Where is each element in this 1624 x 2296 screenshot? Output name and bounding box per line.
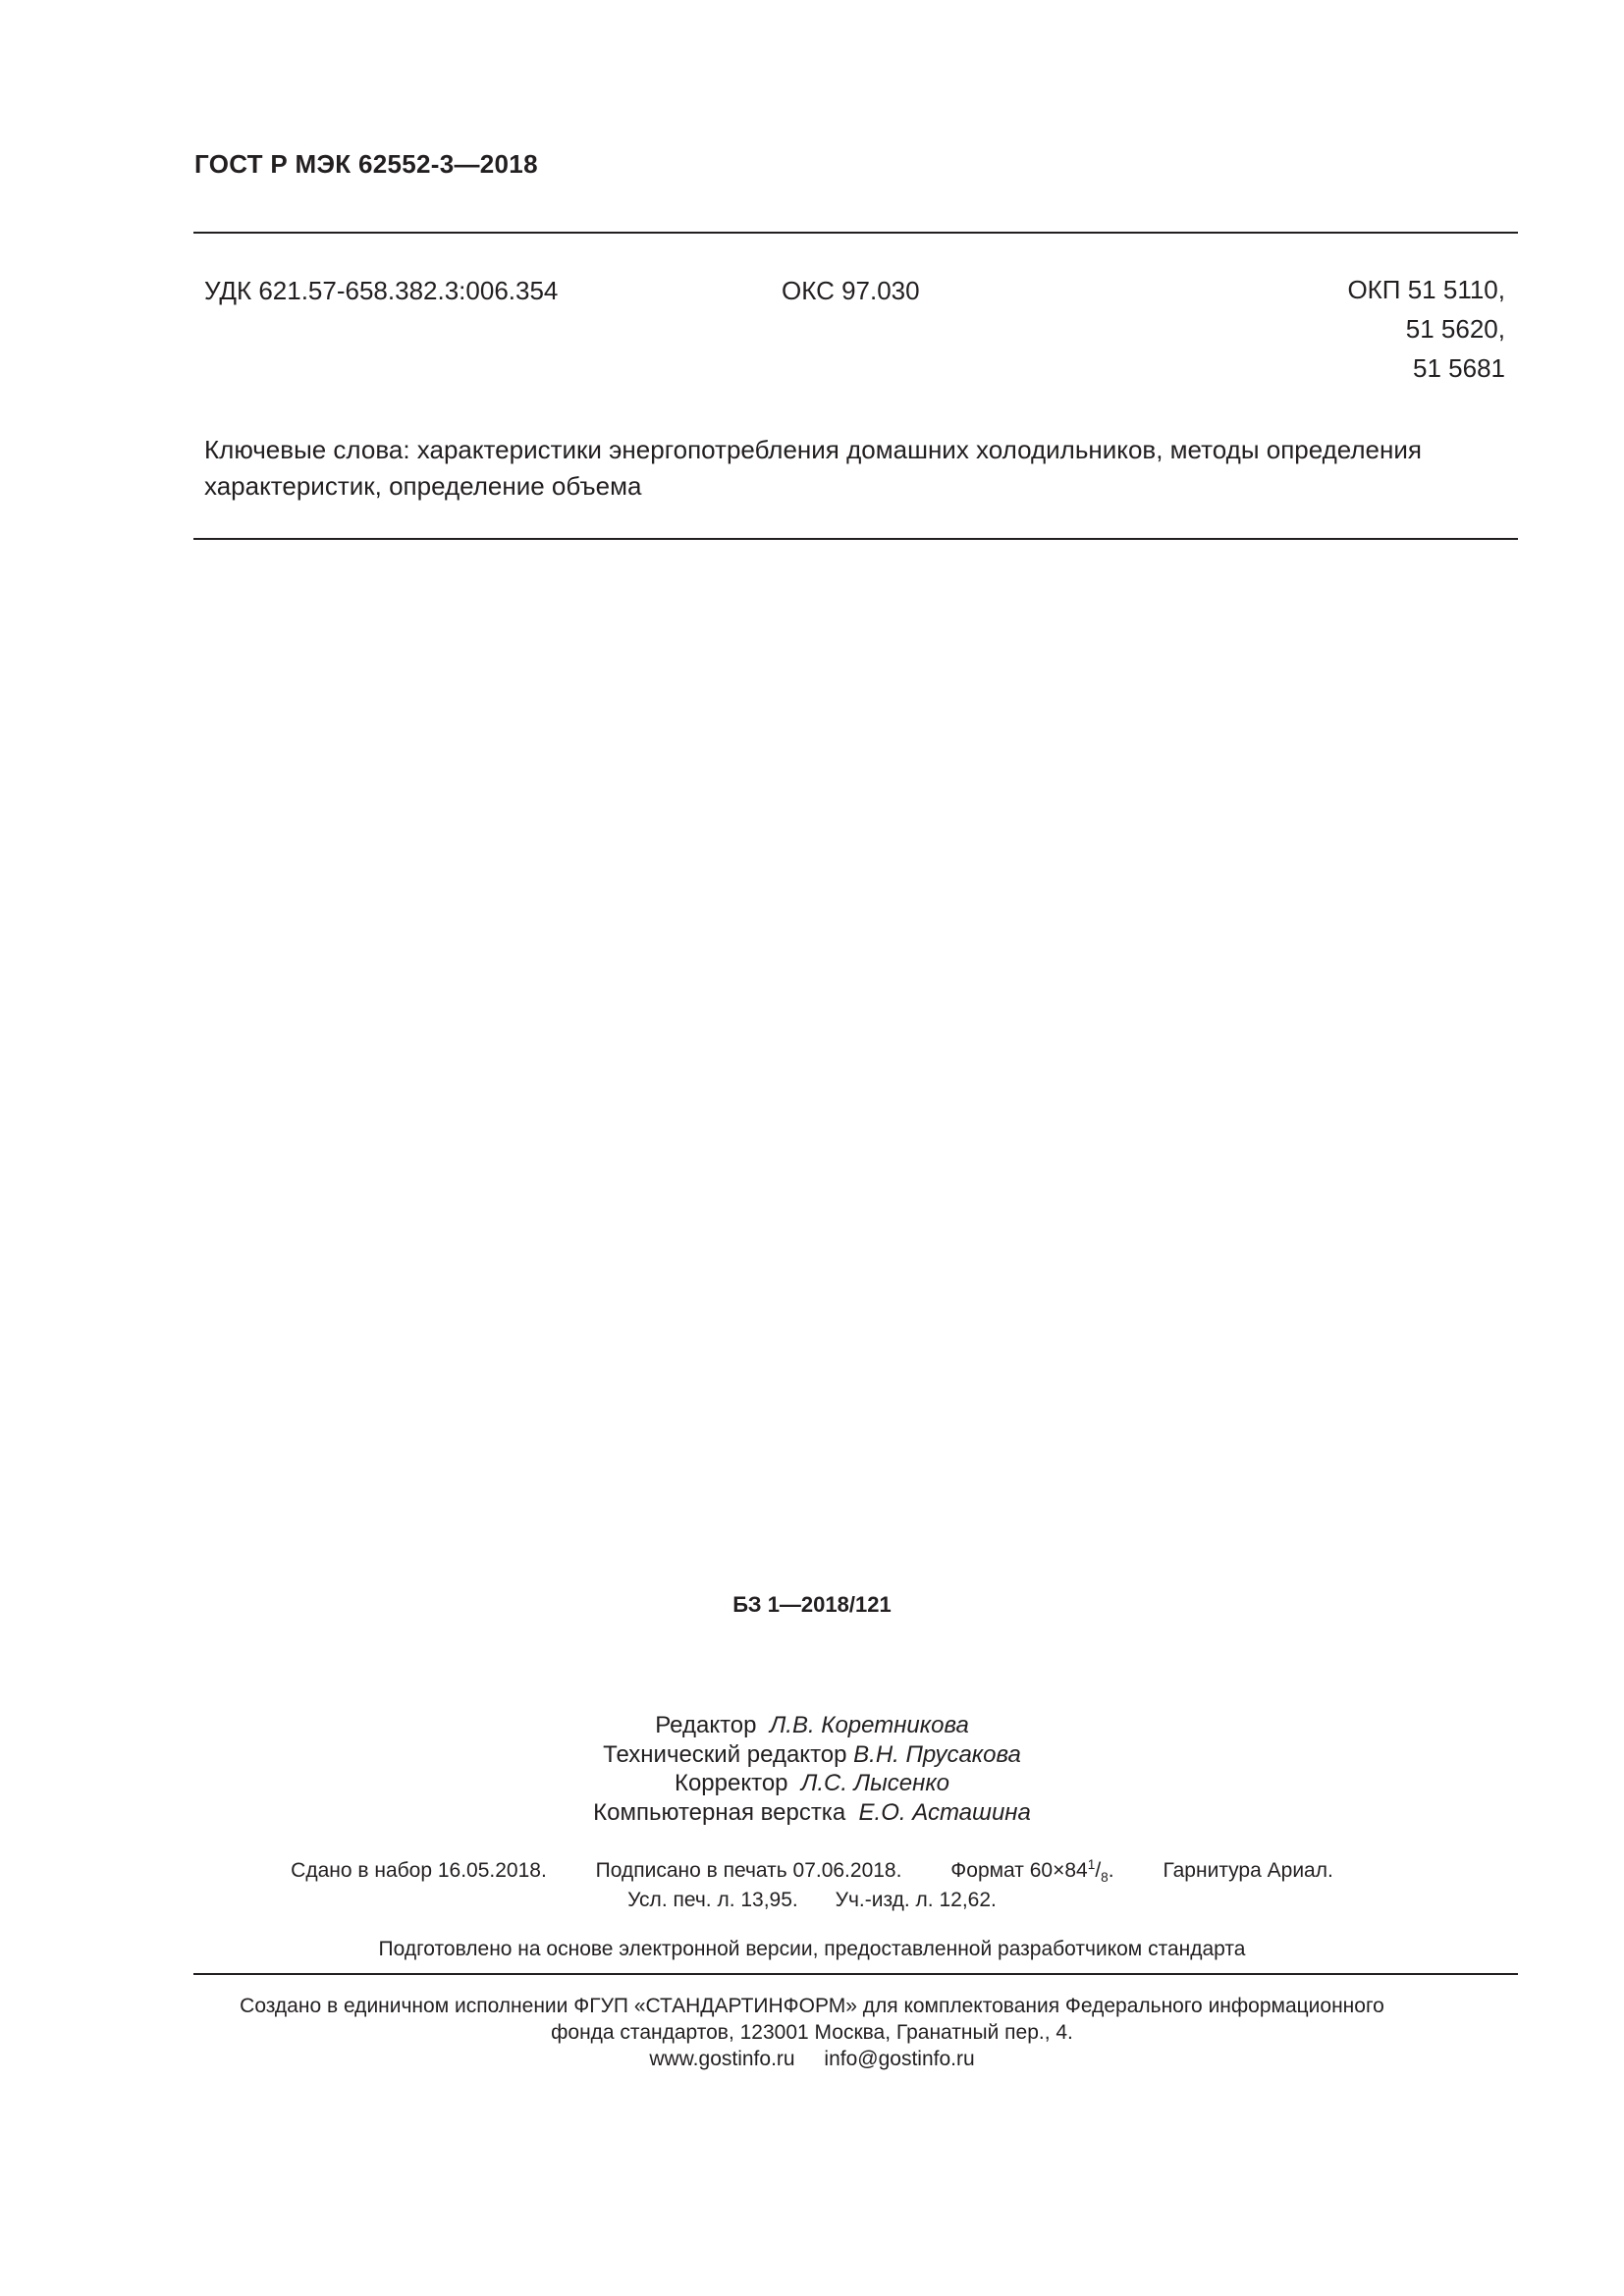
format-suffix: . [1108, 1859, 1114, 1882]
staff-name: Л.В. Коретникова [769, 1712, 969, 1738]
staff-role: Корректор [674, 1770, 788, 1796]
print-sheets: Усл. печ. л. 13,95. [627, 1889, 798, 1911]
print-details-line2 [0, 1889, 1624, 1912]
submitted-date: Сдано в набор 16.05.2018. [291, 1859, 547, 1882]
staff-name: Л.С. Лысенко [800, 1770, 950, 1796]
publisher-contacts [0, 2046, 1624, 2072]
format-sub: 8 [1101, 1870, 1109, 1886]
publisher-line: фонда стандартов, 123001 Москва, Гранатный пер., 4. [551, 2021, 1073, 2044]
staff-credits [0, 1711, 1624, 1827]
email-link[interactable]: info@gostinfo.ru [824, 2048, 975, 2070]
paper-format: Формат $60\times 84^1/_8$. [950, 1857, 1114, 1886]
udk-code: УДК 621.57-658.382.3:006.354 [204, 276, 559, 305]
prepared-note: Подготовлено на основе электронной версии, предоставленной разработчиком стандарта [378, 1938, 1246, 1960]
top-divider [193, 232, 1518, 234]
oks-code: ОКС 97.030 [782, 276, 920, 305]
okp-line: 51 5620, [1405, 314, 1505, 344]
staff-row [0, 1769, 1624, 1798]
publisher-info [0, 1993, 1624, 2072]
bz-number: БЗ 1—2018/121 [732, 1592, 892, 1617]
okp-codes [1347, 270, 1505, 388]
okp-line: 51 5681 [1413, 353, 1505, 383]
staff-row [0, 1711, 1624, 1740]
print-details-line1 [0, 1857, 1624, 1886]
staff-name: Е.О. Асташина [858, 1798, 1031, 1826]
document-code: ГОСТ Р МЭК 62552-3—2018 [194, 149, 538, 179]
staff-name: В.Н. Прусакова [853, 1740, 1021, 1768]
publication-sheets: Уч.-изд. л. 12,62. [835, 1889, 997, 1911]
staff-role: Технический редактор [603, 1740, 847, 1768]
bottom-divider [193, 1973, 1518, 1975]
publisher-line: Создано в единичном исполнении ФГУП «СТАНДАРТИНФОРМ» для комплектования Федерального информационного [240, 1995, 1384, 2017]
keywords-text: Ключевые слова: характеристики энергопотребления домашних холодильников, методы определения характеристик, определение объема [204, 435, 1422, 501]
staff-row [0, 1798, 1624, 1828]
website-link[interactable]: www.gostinfo.ru [649, 2048, 795, 2070]
keywords-divider [193, 538, 1518, 540]
staff-role: Редактор [655, 1712, 757, 1738]
staff-role: Компьютерная верстка [593, 1798, 846, 1826]
staff-row [0, 1740, 1624, 1770]
format-sup: 1 [1087, 1857, 1096, 1872]
format-prefix: Формат 60×84 [950, 1859, 1088, 1882]
signed-date: Подписано в печать 07.06.2018. [595, 1859, 902, 1882]
okp-line: ОКП 51 5110, [1347, 275, 1505, 304]
typeface: Гарнитура Ариал. [1163, 1859, 1333, 1882]
